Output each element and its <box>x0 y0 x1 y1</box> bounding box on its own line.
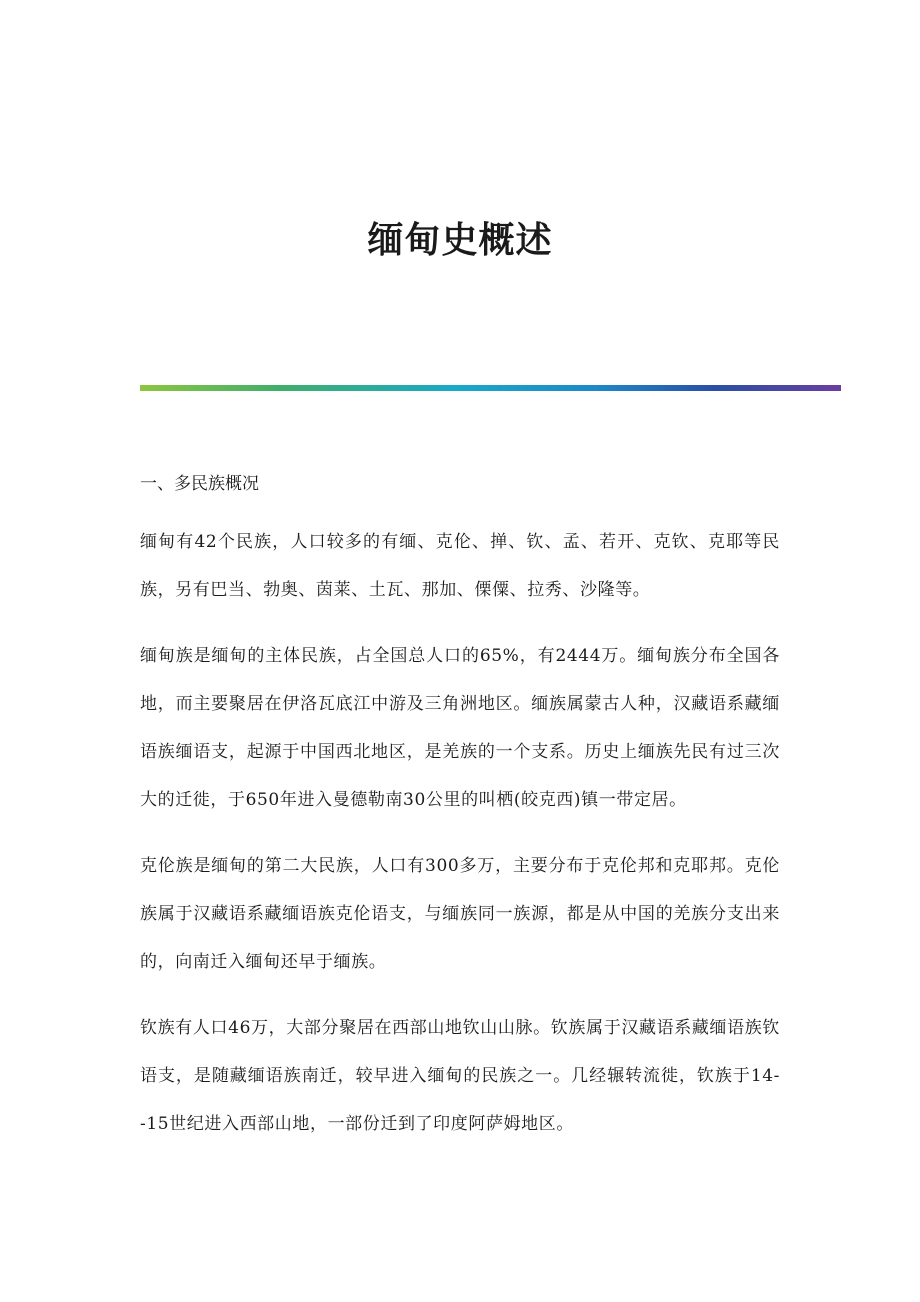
document-title: 缅甸史概述 <box>367 219 553 261</box>
paragraph-chin: 钦族有人口46万，大部分聚居在西部山地钦山山脉。钦族属于汉藏语系藏缅语族钦语支，是随藏缅语族南迁，较早进入缅甸的民族之一。几经辗转流徙，钦族于14--15世纪进入西部山地，一部份迁到了印度阿萨姆地区。 <box>140 1018 780 1134</box>
gradient-divider <box>140 385 841 391</box>
paragraph-burman: 缅甸族是缅甸的主体民族，占全国总人口的65%，有2444万。缅甸族分布全国各地，而主要聚居在伊洛瓦底江中游及三角洲地区。缅族属蒙古人种，汉藏语系藏缅语族缅语支，起源于中国西北地区，是羌族的一个支系。历史上缅族先民有过三次大的迁徙，于650年进入曼德勒南30公里的叫栖(皎克西)镇一带定居。 <box>140 646 780 810</box>
paragraph-karen: 克伦族是缅甸的第二大民族，人口有300多万，主要分布于克伦邦和克耶邦。克伦族属于汉藏语系藏缅语族克伦语支，与缅族同一族源，都是从中国的羌族分支出来的，向南迁入缅甸还早于缅族。 <box>140 856 780 972</box>
section-heading: 一、多民族概况 <box>140 474 259 494</box>
document-body <box>140 470 780 1166</box>
paragraph-ethnic-groups: 缅甸有42个民族，人口较多的有缅、克伦、掸、钦、孟、若开、克钦、克耶等民族，另有巴当、勃奥、茵莱、土瓦、那加、傈僳、拉秀、沙隆等。 <box>140 532 780 600</box>
